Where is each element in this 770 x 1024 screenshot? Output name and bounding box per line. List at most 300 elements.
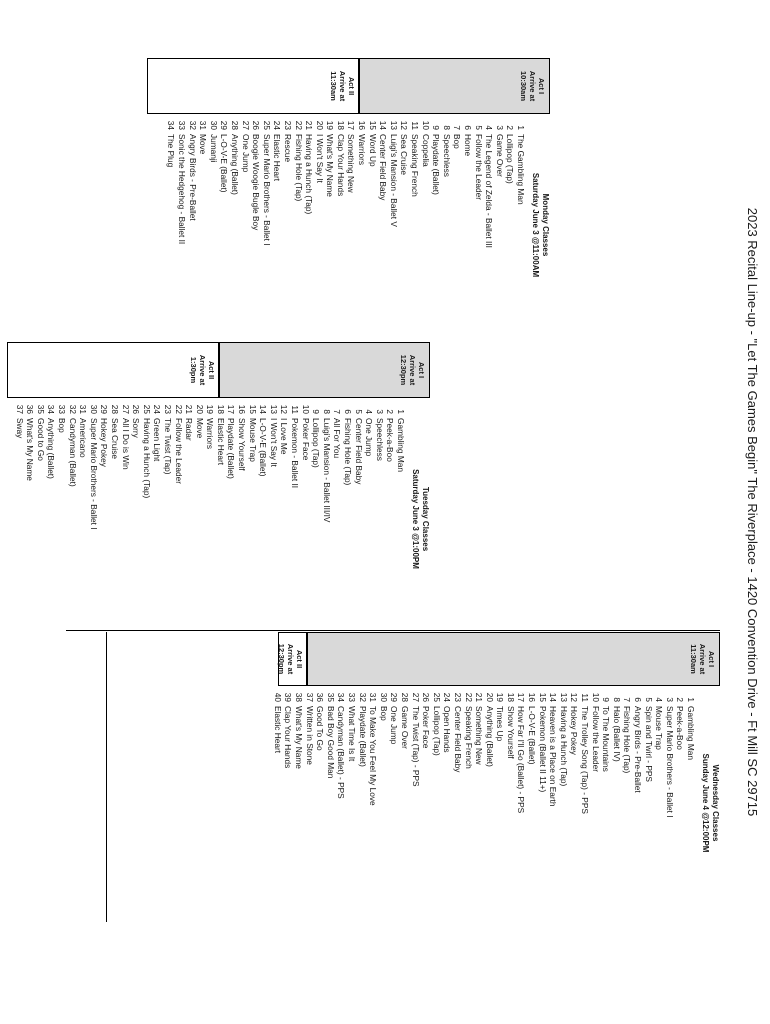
lineup-item [346,120,357,248]
lineup-title: Elastic Heart [215,418,226,466]
lineup-number: 14 [548,692,559,702]
lineup-title: Poker Face [300,418,311,461]
lineup-item [368,692,379,818]
lineup-number: 26 [131,404,142,414]
column-subheading: Saturday June 3 @1:00PM [411,469,420,569]
wednesday-column [272,632,720,922]
act1-time: 10:30am [519,70,528,102]
lineup-title: What Time Is It [347,706,357,762]
lineup-item [664,692,675,818]
lineup-number: 36 [25,404,36,414]
lineup-title: Show Yourself [505,706,516,759]
lineup-title: Playdate (Ballet) [431,134,442,195]
lineup-item [442,692,453,818]
lineup-title: Home [463,134,474,157]
lineup-number: 27 [120,404,131,414]
lineup-title: Bop [378,706,389,721]
lineup-item [215,404,226,530]
lineup-title: Follow the Leader [590,706,601,772]
lineup-title: To The Mountains [601,706,612,772]
lineup-number: 18 [215,404,226,414]
lineup-number: 18 [505,692,516,702]
act1-arrive: Arrive at [408,354,417,386]
lineup-number: 24 [152,404,163,414]
lineup-title: Written in Stone [304,706,315,765]
lineup-title: Rescue [282,134,293,163]
lineup-title: Playdate (Ballet) [357,706,368,767]
lineup-item [120,404,131,530]
lineup-title: Fishing Hole (Tap) [293,134,304,202]
lineup-item [335,120,346,248]
lineup-title: Warriors [357,134,368,166]
lineup-item [279,404,290,530]
lineup-number: 14 [378,120,389,130]
lineup-item [109,404,120,530]
lineup-title: Bop [57,418,67,433]
lineup-item [395,404,406,530]
lineup-item [537,692,548,818]
lineup-title: Move [194,418,205,439]
lineup-number: 23 [162,404,173,414]
lineup-number: 27 [240,120,251,130]
tuesday-lineup-list [14,404,406,530]
lineup-item [88,404,99,530]
lineup-title: Something New [346,134,357,193]
lineup-number: 7 [622,697,633,702]
lineup-title: Angry Birds - Pre-Ballet [187,134,198,221]
lineup-item [176,120,187,248]
lineup-number: 31 [78,404,89,414]
lineup-title: Candyman (Ballet) - PPS [336,706,347,799]
lineup-title: The Gambling Man [516,134,526,205]
lineup-number: 26 [251,120,262,130]
lineup-number: 1 [686,697,696,702]
lineup-title: Elastic Heart [272,706,283,754]
lineup-item [289,404,300,530]
lineup-title: Good to Go [35,418,46,461]
lineup-number: 7 [452,125,463,130]
column-subheading: Saturday June 3 @11:00AM [531,172,540,278]
lineup-item [226,404,237,530]
lineup-title: Mouse Trap [654,706,665,750]
lineup-title: Americano [78,418,89,458]
lineup-item [152,404,163,530]
lineup-item [332,404,343,530]
lineup-item [166,120,177,248]
lineup-title: Good To Go [315,706,326,751]
act2-label: Act II [207,360,216,380]
lineup-item [364,404,375,530]
lineup-item [314,120,325,248]
lineup-item [67,404,78,530]
lineup-number: 15 [247,404,258,414]
lineup-item [282,120,293,248]
lineup-item [261,120,272,248]
lineup-number: 28 [399,692,410,702]
lineup-item [622,692,633,818]
lineup-number: 35 [325,692,336,702]
column-heading: Wednesday Classes [711,764,720,842]
lineup-number: 28 [229,120,240,130]
lineup-number: 12 [279,404,290,414]
lineup-number: 23 [452,692,463,702]
lineup-title: Hokey Pokey [99,418,110,467]
lineup-title: Center Field Baby [353,418,364,485]
wednesday-list-area [272,684,720,922]
lineup-item [611,692,622,818]
lineup-number: 14 [258,404,269,414]
lineup-title: Speaking French [410,134,421,197]
lineup-title: One Jump [240,134,251,173]
lineup-number: 17 [346,120,357,130]
lineup-number: 37 [14,404,25,414]
act2-box [147,58,360,114]
lineup-number: 21 [184,404,195,414]
lineup-item [675,692,686,818]
lineup-title: Something New [474,706,485,765]
lineup-title: Sorry [131,418,142,438]
lineup-item [240,120,251,248]
lineup-title: Jumanji [208,134,219,163]
lineup-number: 13 [388,120,399,130]
lineup-number: 32 [357,692,368,702]
lineup-title: I Won't Say It [268,418,279,467]
lineup-title: What's My Name [325,134,336,197]
lineup-title: Mouse Trap [247,418,258,462]
lineup-item [388,120,399,248]
lineup-number: 22 [463,692,474,702]
lineup-title: What's My Name [294,706,305,769]
lineup-number: 12 [569,692,580,702]
lineup-number: 37 [304,692,315,702]
lineup-number: 19 [325,120,336,130]
lineup-item [452,120,463,248]
lineup-item [389,692,400,818]
act1-box [306,632,720,686]
lineup-item [346,692,357,818]
act2-box [278,632,308,686]
lineup-title: Having a Hunch (Tap) [141,418,152,499]
lineup-number: 31 [198,120,209,130]
lineup-number: 4 [364,409,375,414]
lineup-number: 20 [484,692,495,702]
lineup-number: 2 [385,409,396,414]
lineup-title: Heaven is a Place on Earth [548,706,559,807]
lineup-number: 30 [378,692,389,702]
lineup-number: 16 [357,120,368,130]
lineup-item [494,120,505,248]
lineup-number: 35 [35,404,46,414]
lineup-title: Anything (Ballet) [46,418,57,479]
lineup-title: Open Hands [442,706,453,753]
lineup-item [304,692,315,818]
lineup-number: 16 [527,692,538,702]
lineup-number: 20 [194,404,205,414]
lineup-number: 2 [675,697,686,702]
lineup-title: Word Up [367,134,378,167]
lineup-item [272,692,283,818]
lineup-number: 32 [187,120,198,130]
column-heading: Tuesday Classes [421,486,430,552]
lineup-item [268,404,279,530]
lineup-title: The Trolley Song (Tap) - PPS [580,706,591,814]
lineup-title: Spin and Twirl - PPS [643,706,654,782]
lineup-title: Game Over [494,134,505,177]
lineup-number: 31 [368,692,379,702]
lineup-number: 5 [473,125,484,130]
lineup-item [452,692,463,818]
lineup-number: 25 [431,692,442,702]
lineup-number: 19 [205,404,216,414]
lineup-item [353,404,364,530]
lineup-number: 4 [654,697,665,702]
lineup-number: 13 [558,692,569,702]
lineup-number: 1 [516,125,526,130]
lineup-title: The Plug [166,134,177,168]
lineup-item [247,404,258,530]
lineup-number: 10 [300,404,311,414]
lineup-title: Pokemon (Ballet II 11+) [537,706,548,793]
lineup-title: Luigi's Mansion - Ballet V [388,134,399,227]
lineup-item [431,692,442,818]
monday-column [150,58,550,338]
lineup-item [357,692,368,818]
lineup-title: Super Mario Brothers - Ballet I [88,418,99,530]
lineup-item [515,120,526,248]
lineup-title: Show Yourself [237,418,248,471]
column-heading: Monday Classes [541,193,550,257]
lineup-item [505,120,516,248]
lineup-item [357,120,368,248]
lineup-title: L-O-V-E (Ballet) [258,418,269,477]
lineup-title: Center Field Baby [452,706,463,773]
lineup-item [516,692,527,818]
act2-arrive: Arrive at [286,643,295,675]
lineup-title: Sea Cruise [399,134,410,176]
lineup-number: 34 [46,404,57,414]
lineup-title: L-O-V-E (Ballet) [219,134,230,193]
lineup-title: Anything (Ballet) [484,706,495,767]
lineup-number: 8 [611,697,622,702]
lineup-number: 9 [601,697,612,702]
lineup-title: Sonic the Hedgehog - Ballet II [177,134,187,245]
lineup-number: 30 [208,120,219,130]
lineup-number: 22 [173,404,184,414]
lineup-title: All I Do is Win [120,418,131,470]
lineup-number: 30 [88,404,99,414]
lineup-number: 8 [321,409,332,414]
lineup-number: 7 [332,409,343,414]
lineup-item [378,692,389,818]
lineup-title: Speechless [441,134,452,177]
lineup-item [601,692,612,818]
lineup-number: 21 [474,692,485,702]
lineup-item [208,120,219,248]
lineup-item [421,692,432,818]
bottom-rule [106,632,107,922]
lineup-item [14,404,25,530]
lineup-item [78,404,89,530]
lineup-number: 27 [410,692,421,702]
lineup-item [495,692,506,818]
lineup-item [385,404,396,530]
lineup-item [462,120,473,248]
lineup-title: Boogie Woogie Bugle Boy [251,134,262,231]
act1-label: Act I [707,650,716,668]
lineup-item [162,404,173,530]
lineup-title: Speechless [374,418,385,461]
lineup-item [484,120,495,248]
lineup-title: The Twist (Tap) - PPS [410,706,421,787]
lineup-item [141,404,152,530]
lineup-number: 33 [347,692,357,702]
lineup-title: Center Field Baby [378,134,389,201]
lineup-item [569,692,580,818]
act1-time: 12:30pm [399,354,408,386]
lineup-number: 15 [537,692,548,702]
lineup-title: Lollipop (Tap) [311,418,322,468]
act1-box [218,342,430,398]
lineup-item [374,404,385,530]
lineup-title: Fishing Hole (Tap) [622,706,633,774]
lineup-number: 24 [442,692,453,702]
lineup-item [300,404,311,530]
lineup-item [173,404,184,530]
lineup-title: Super Mario Brothers - Ballet I [664,706,675,818]
lineup-title: One Jump [389,706,400,745]
act1-label: Act I [537,77,546,95]
lineup-item [367,120,378,248]
lineup-item [643,692,654,818]
lineup-title: Speaking French [463,706,474,769]
lineup-number: 19 [495,692,506,702]
lineup-item [56,404,67,530]
lineup-title: What's My Name [25,418,36,481]
lineup-item [399,692,410,818]
lineup-title: Candyman (Ballet) [67,418,78,487]
lineup-item [99,404,110,530]
lineup-number: 20 [314,120,325,130]
lineup-item [315,692,326,818]
lineup-item [409,120,420,248]
tuesday-column [10,342,430,642]
lineup-item [311,404,322,530]
lineup-item [251,120,262,248]
lineup-item [35,404,46,530]
lineup-number: 29 [389,692,400,702]
lineup-title: Follow the Leader [473,134,484,200]
lineup-title: Bad Boy Good Man [325,706,336,779]
lineup-item [474,692,485,818]
act2-time: 12:30pm [277,643,286,675]
lineup-title: Super Mario Brothers - Ballet I [261,134,272,246]
lineup-title: Clap Your Hands [335,134,346,197]
column-divider [66,630,720,631]
lineup-item [237,404,248,530]
lineup-number: 12 [399,120,410,130]
lineup-title: Clap Your Hands [283,706,294,769]
lineup-item [558,692,569,818]
lineup-item [325,692,336,818]
lineup-item [198,120,209,248]
lineup-title: To Make You Feel My Love [368,706,379,806]
lineup-item [473,120,484,248]
lineup-item [399,120,410,248]
lineup-title: Times Up [495,706,506,742]
lineup-item [272,120,283,248]
act2-box [7,342,220,398]
lineup-title: Move [198,134,209,155]
lineup-title: Sway [14,418,25,439]
lineup-number: 16 [237,404,248,414]
lineup-title: Halo (Ballet IV) [611,706,622,762]
lineup-item [321,404,332,530]
column-subheading: Sunday June 4 @12:00PM [701,753,710,853]
lineup-title: Having a Hunch (Tap) [304,134,315,215]
lineup-item [283,692,294,818]
lineup-item [548,692,559,818]
lineup-item [463,692,474,818]
lineup-item [420,120,431,248]
lineup-number: 21 [304,120,315,130]
lineup-item [431,120,442,248]
lineup-item [194,404,205,530]
lineup-title: Bop [452,134,463,149]
act2-arrive: Arrive at [198,354,207,386]
act1-arrive: Arrive at [528,70,537,102]
act1-time: 11:30am [689,644,698,674]
act2-time: 1:30pm [189,356,198,384]
lineup-title: The Twist (Tap) [162,418,173,475]
lineup-number: 11 [410,121,421,130]
lineup-title: Gambling Man [686,706,696,760]
act1-box [358,58,550,114]
lineup-title: Playdate (Ballet) [226,418,237,479]
lineup-title: Game Over [399,706,410,749]
lineup-number: 10 [420,120,431,130]
lineup-number: 15 [367,120,378,130]
lineup-title: Lollipop (Tap) [431,706,442,756]
lineup-number: 17 [516,692,527,702]
lineup-number: 3 [664,697,675,702]
lineup-title: Fishing Hole (Tap) [343,418,354,486]
lineup-title: Peek-a-Boo [385,418,396,462]
lineup-title: L-O-V-E (Ballet) [527,706,538,765]
lineup-title: Angry Birds - Pre-Ballet [633,706,644,793]
lineup-title: Coppelia [420,134,431,167]
lineup-title: Pokemon - Ballet II [290,418,301,489]
lineup-title: Gambling Man [396,418,406,472]
lineup-title: Poker Face [421,706,432,749]
monday-lineup-list [166,120,526,248]
lineup-number: 29 [99,404,110,414]
lineup-number: 2 [505,125,516,130]
lineup-number: 3 [374,409,385,414]
lineup-item [304,120,315,248]
lineup-item [187,120,198,248]
lineup-item [654,692,665,818]
lineup-number: 40 [272,692,283,702]
lineup-number: 18 [335,120,346,130]
lineup-number: 17 [226,404,237,414]
lineup-item [325,120,336,248]
lineup-item [527,692,538,818]
tuesday-list-area [10,396,430,642]
lineup-title: Having a Hunch (Tap) [558,706,569,787]
lineup-title: Luigi's Mansion - Ballet III/IV [321,418,332,523]
lineup-item [410,692,421,818]
lineup-item [258,404,269,530]
